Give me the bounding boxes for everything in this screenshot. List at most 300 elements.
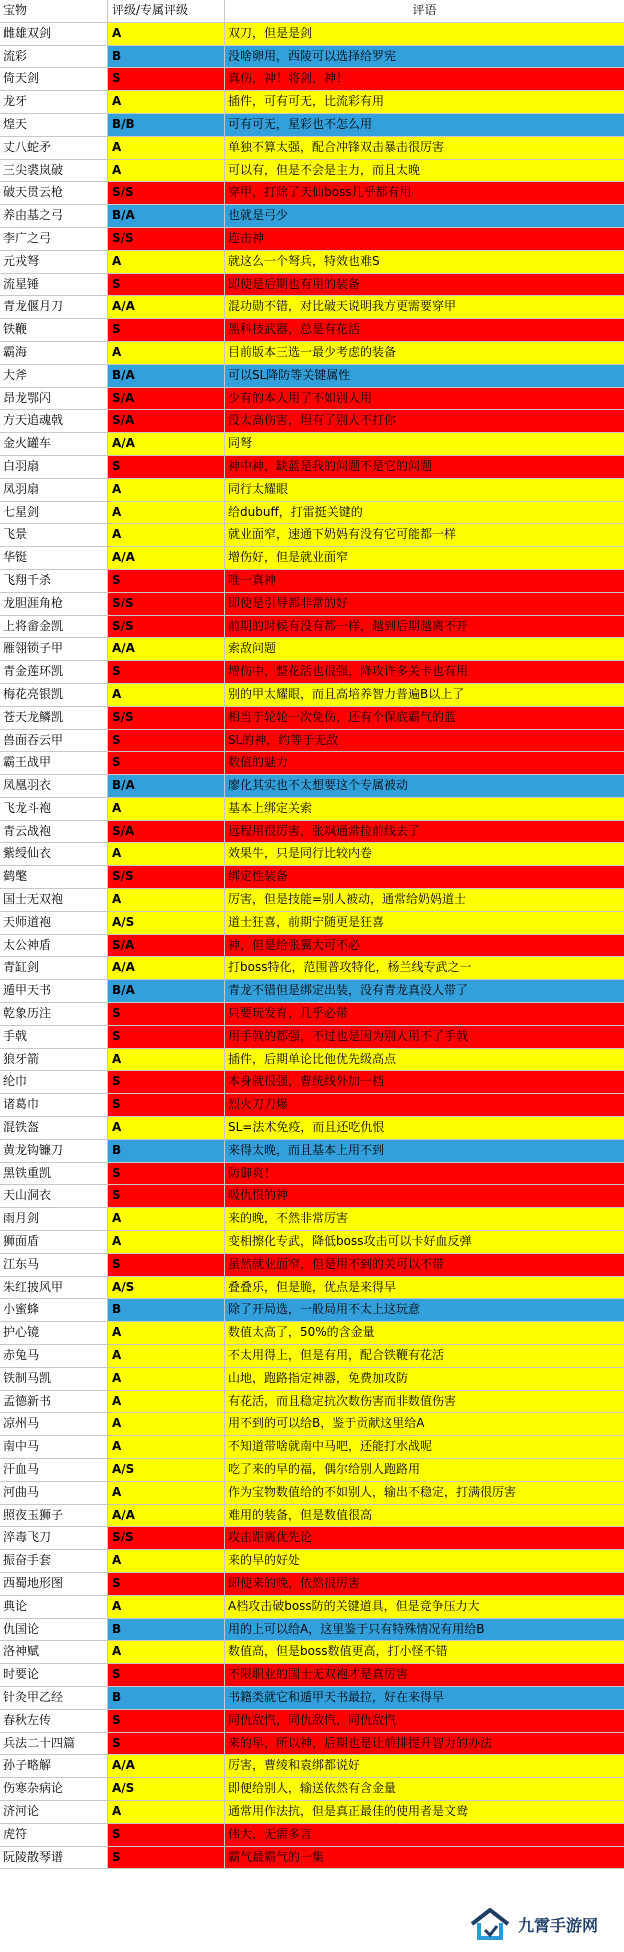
comment-cell: 增伤好，但是就业面窄	[225, 547, 624, 569]
comment-cell: 道士狂喜，前期宁随更是狂喜	[225, 912, 624, 934]
treasure-name: 虎符	[0, 1824, 108, 1846]
rating-cell: A	[108, 1413, 225, 1435]
table-row	[0, 684, 624, 707]
treasure-name: 照夜玉狮子	[0, 1505, 108, 1527]
table-row	[0, 570, 624, 593]
rating-cell: A	[108, 1208, 225, 1230]
comment-cell: 数值太高了，50%的含金量	[225, 1322, 624, 1344]
rating-cell: A	[108, 1641, 225, 1663]
comment-cell: 厉害，但是技能=别人被动，通常给奶妈道士	[225, 889, 624, 911]
rating-cell: S	[108, 456, 225, 478]
rating-cell: A	[108, 479, 225, 501]
rating-cell: S/S	[108, 866, 225, 888]
comment-cell: 黑科技武器，总是有花活	[225, 319, 624, 341]
rating-cell: A	[108, 1322, 225, 1344]
rating-cell: A	[108, 524, 225, 546]
rating-cell: A	[108, 684, 225, 706]
treasure-name: 狼牙箭	[0, 1049, 108, 1071]
treasure-name: 小蜜蜂	[0, 1299, 108, 1321]
comment-cell: 不限职业的国士无双袍才是真厉害	[225, 1664, 624, 1686]
table-row	[0, 456, 624, 479]
table-row	[0, 1596, 624, 1619]
table-row	[0, 889, 624, 912]
comment-cell: 变相擦化专武，降低boss攻击可以卡好血反弹	[225, 1231, 624, 1253]
rating-cell: S	[108, 752, 225, 774]
treasure-name: 元戎弩	[0, 251, 108, 273]
comment-cell: 唯一真神	[225, 570, 624, 592]
rating-cell: A	[108, 1801, 225, 1823]
treasure-name: 国士无双袍	[0, 889, 108, 911]
treasure-name: 南中马	[0, 1436, 108, 1458]
comment-cell: 少有的本人用了不如别人用	[225, 388, 624, 410]
table-row	[0, 593, 624, 616]
comment-cell: 可以有，但是不会是主力，而且太晚	[225, 160, 624, 182]
treasure-name: 赤兔马	[0, 1345, 108, 1367]
rating-cell: S/A	[108, 410, 225, 432]
table-row	[0, 866, 624, 889]
table-row	[0, 524, 624, 547]
rating-cell: A/A	[108, 547, 225, 569]
table-row	[0, 91, 624, 114]
table-row	[0, 205, 624, 228]
comment-cell: 用手戟的都强，不过也是因为别人用不了手戟	[225, 1026, 624, 1048]
header-comment: 评语	[412, 3, 437, 17]
rating-cell: S/A	[108, 821, 225, 843]
table-row	[0, 1117, 624, 1140]
treasure-name: 凉州马	[0, 1413, 108, 1435]
rating-cell: S/S	[108, 616, 225, 638]
table-row	[0, 547, 624, 570]
rating-cell: S	[108, 1573, 225, 1595]
rating-cell: B	[108, 1299, 225, 1321]
table-row	[0, 1254, 624, 1277]
house-logo-icon	[468, 1906, 512, 1942]
rating-cell: A	[108, 1049, 225, 1071]
treasure-name: 龙胆涯角枪	[0, 593, 108, 615]
comment-cell: 伟大，无需多言	[225, 1824, 624, 1846]
treasure-name: 飞龙斗袍	[0, 798, 108, 820]
table-row	[0, 68, 624, 91]
rating-cell: A	[108, 1391, 225, 1413]
comment-cell: 可以SL降防等关键属性	[225, 365, 624, 387]
table-row	[0, 1527, 624, 1550]
treasure-name: 丈八蛇矛	[0, 137, 108, 159]
rating-cell: S	[108, 274, 225, 296]
header-rating: 评级/专属评级	[108, 0, 225, 22]
rating-cell: A	[108, 137, 225, 159]
table-row	[0, 957, 624, 980]
rating-cell: A	[108, 1436, 225, 1458]
rating-cell: A	[108, 342, 225, 364]
treasure-name: 雁翎锁子甲	[0, 638, 108, 660]
rating-cell: A	[108, 251, 225, 273]
comment-cell: 相当于轮轮一次免伤，还有个保底霸气的蓝	[225, 707, 624, 729]
treasure-name: 霸海	[0, 342, 108, 364]
treasure-name: 霸王战甲	[0, 752, 108, 774]
table-row	[0, 502, 624, 525]
treasure-name: 龙牙	[0, 91, 108, 113]
treasure-name: 青云战袍	[0, 821, 108, 843]
table-row	[0, 46, 624, 69]
treasure-name: 仇国论	[0, 1619, 108, 1641]
comment-cell: 单独不算太强，配合冲锋双击暴击很厉害	[225, 137, 624, 159]
rating-cell: A/A	[108, 296, 225, 318]
comment-cell: 索敌问题	[225, 638, 624, 660]
table-row	[0, 1003, 624, 1026]
treasure-name: 破天贯云枪	[0, 182, 108, 204]
table-row	[0, 1140, 624, 1163]
treasure-name: 振奋手套	[0, 1550, 108, 1572]
comment-cell: 连击神	[225, 228, 624, 250]
table-row	[0, 912, 624, 935]
table-row	[0, 1710, 624, 1733]
comment-cell: 穿甲，打除了天仙boss几乎都有用	[225, 182, 624, 204]
table-row	[0, 616, 624, 639]
comment-cell: 插件，后期单论比他优先级高点	[225, 1049, 624, 1071]
comment-cell: A档攻击破boss防的关键道具，但是竞争压力大	[225, 1596, 624, 1618]
comment-cell: 神中神，缺蓝是我的问题不是它的问题	[225, 456, 624, 478]
comment-cell: 山地，跑路指定神器，免费加攻防	[225, 1368, 624, 1390]
treasure-name: 狮面盾	[0, 1231, 108, 1253]
treasure-name: 金火罐车	[0, 433, 108, 455]
rating-cell: A	[108, 1550, 225, 1572]
treasure-name: 青龙偃月刀	[0, 296, 108, 318]
comment-cell: SL的神，约等于无敌	[225, 730, 624, 752]
comment-cell: 数值的魅力	[225, 752, 624, 774]
comment-cell: 没太高伤害，坦有了别人不打你	[225, 410, 624, 432]
table-row	[0, 319, 624, 342]
rating-cell: B	[108, 1140, 225, 1162]
table-row	[0, 707, 624, 730]
table-row	[0, 1619, 624, 1642]
treasure-name: 太公神盾	[0, 935, 108, 957]
comment-cell: 就这么一个弩兵，特效也难S	[225, 251, 624, 273]
table-row	[0, 1778, 624, 1801]
rating-cell: B	[108, 1687, 225, 1709]
comment-cell: 作为宝物数值给的不如别人，输出不稳定，打满很厉害	[225, 1482, 624, 1504]
rating-cell: A	[108, 1231, 225, 1253]
rating-cell: S/A	[108, 935, 225, 957]
treasure-name: 春秋左传	[0, 1710, 108, 1732]
treasure-name: 天师道袍	[0, 912, 108, 934]
treasure-name: 梅花亮银凯	[0, 684, 108, 706]
comment-cell: 吃了来的早的福，偶尔给别人跑路用	[225, 1459, 624, 1481]
treasure-name: 方天追魂戟	[0, 410, 108, 432]
treasure-name: 济河论	[0, 1801, 108, 1823]
treasure-name: 手戟	[0, 1026, 108, 1048]
table-row	[0, 1368, 624, 1391]
comment-cell: 霸气最霸气的一集	[225, 1847, 624, 1869]
rating-cell: S	[108, 1071, 225, 1093]
treasure-name: 流星锤	[0, 274, 108, 296]
table-row	[0, 1322, 624, 1345]
treasure-name: 混铁盔	[0, 1117, 108, 1139]
comment-cell: 即使来的晚，依然很厉害	[225, 1573, 624, 1595]
rating-cell: S	[108, 570, 225, 592]
treasure-name: 铁鞭	[0, 319, 108, 341]
treasure-name: 上将畲金凯	[0, 616, 108, 638]
comment-cell: 青龙不错但是绑定出装，没有青龙真没人带了	[225, 980, 624, 1002]
comment-cell: 同行太耀眼	[225, 479, 624, 501]
treasure-name: 典论	[0, 1596, 108, 1618]
table-row	[0, 114, 624, 137]
treasure-name: 西蜀地形图	[0, 1573, 108, 1595]
table-row	[0, 388, 624, 411]
treasure-name: 伤寒杂病论	[0, 1778, 108, 1800]
treasure-name: 乾象历注	[0, 1003, 108, 1025]
table-row	[0, 1185, 624, 1208]
treasure-name: 兵法二十四篇	[0, 1733, 108, 1755]
comment-cell: 来得太晚，而且基本上用不到	[225, 1140, 624, 1162]
comment-cell: 用的上可以给A，这里鉴于只有特殊情况有用给B	[225, 1619, 624, 1641]
table-row	[0, 752, 624, 775]
comment-cell: 给dubuff，打雷挺关键的	[225, 502, 624, 524]
treasure-name: 七星剑	[0, 502, 108, 524]
comment-cell: 厉害，曹绫和袁绑都说好	[225, 1755, 624, 1777]
rating-cell: S	[108, 1710, 225, 1732]
comment-cell: 别的甲太耀眼，而且高培养智力普遍B以上了	[225, 684, 624, 706]
treasure-name: 雨月剑	[0, 1208, 108, 1230]
rating-cell: B/A	[108, 205, 225, 227]
table-row	[0, 980, 624, 1003]
comment-cell: 插件，可有可无，比流彩有用	[225, 91, 624, 113]
comment-cell: 绑定性装备	[225, 866, 624, 888]
rating-cell: S/S	[108, 1527, 225, 1549]
treasure-name: 倚天剑	[0, 68, 108, 90]
table-row	[0, 1801, 624, 1824]
rating-cell: S	[108, 1254, 225, 1276]
treasure-name: 孙子略解	[0, 1755, 108, 1777]
rating-cell: A	[108, 502, 225, 524]
watermark	[468, 1904, 618, 1944]
table-row	[0, 935, 624, 958]
table-row	[0, 1163, 624, 1186]
table-row	[0, 775, 624, 798]
table-row	[0, 821, 624, 844]
rating-cell: A/A	[108, 957, 225, 979]
table-row	[0, 638, 624, 661]
table-row	[0, 228, 624, 251]
table-row	[0, 798, 624, 821]
rating-cell: S	[108, 319, 225, 341]
rating-cell: S	[108, 730, 225, 752]
treasure-name: 河曲马	[0, 1482, 108, 1504]
rating-cell: A/A	[108, 1505, 225, 1527]
table-row	[0, 1755, 624, 1778]
comment-cell: SL=法术免疫，而且还吃仇恨	[225, 1117, 624, 1139]
rating-cell: A	[108, 160, 225, 182]
rating-cell: A	[108, 1482, 225, 1504]
table-row	[0, 1345, 624, 1368]
table-row	[0, 1573, 624, 1596]
comment-cell: 不太用得上，但是有用，配合铁鞭有花活	[225, 1345, 624, 1367]
treasure-name: 阮陵散琴谱	[0, 1847, 108, 1869]
table-row	[0, 1641, 624, 1664]
comment-cell: 即便给别人，输送依然有含金量	[225, 1778, 624, 1800]
treasure-name: 鹤氅	[0, 866, 108, 888]
table-row	[0, 1071, 624, 1094]
rating-cell: B/A	[108, 980, 225, 1002]
rating-cell: A/S	[108, 912, 225, 934]
comment-cell: 廖化其实也不太想要这个专属被动	[225, 775, 624, 797]
comment-cell: 只要玩发育，几乎必带	[225, 1003, 624, 1025]
treasure-name: 青金莲环凯	[0, 661, 108, 683]
treasure-name: 凤羽扇	[0, 479, 108, 501]
table-row	[0, 730, 624, 753]
rating-cell: B/A	[108, 365, 225, 387]
table-row	[0, 251, 624, 274]
rating-cell: B	[108, 1619, 225, 1641]
treasure-name: 华铤	[0, 547, 108, 569]
table-row	[0, 1049, 624, 1072]
table-row	[0, 843, 624, 866]
treasure-name: 紫绶仙衣	[0, 843, 108, 865]
rating-cell: A	[108, 843, 225, 865]
table-row	[0, 1413, 624, 1436]
table-row	[0, 296, 624, 319]
treasure-name: 洛神赋	[0, 1641, 108, 1663]
rating-cell: B	[108, 46, 225, 68]
table-row	[0, 1208, 624, 1231]
rating-cell: S	[108, 1733, 225, 1755]
comment-cell: 双刀，但是是剑	[225, 23, 624, 45]
comment-cell: 增伤中，整花活也很强，降攻许多关卡也有用	[225, 661, 624, 683]
comment-cell: 通常用作法抗，但是真正最佳的使用者是文鸯	[225, 1801, 624, 1823]
comment-cell: 远程用很厉害，张飒通常拉前线去了	[225, 821, 624, 843]
table-row	[0, 1687, 624, 1710]
table-row	[0, 1436, 624, 1459]
treasure-name: 诸葛巾	[0, 1094, 108, 1116]
rating-cell: S	[108, 1094, 225, 1116]
treasure-name: 江东马	[0, 1254, 108, 1276]
comment-cell: 防御爽！	[225, 1163, 624, 1185]
rating-cell: A	[108, 798, 225, 820]
comment-cell: 神，但是给张翼大可不必	[225, 935, 624, 957]
table-row	[0, 433, 624, 456]
treasure-name: 青缸剑	[0, 957, 108, 979]
treasure-name: 黄龙钩镰刀	[0, 1140, 108, 1162]
table-row	[0, 1277, 624, 1300]
table-row	[0, 23, 624, 46]
comment-cell: 没啥卵用，西陵可以选择给罗宪	[225, 46, 624, 68]
comment-cell: 吸仇恨的神	[225, 1185, 624, 1207]
rating-cell: S	[108, 1003, 225, 1025]
comment-cell: 前期的时候有没有都一样，越到后期越离不开	[225, 616, 624, 638]
rating-cell: S/S	[108, 228, 225, 250]
comment-cell: 烈火刀刀爆	[225, 1094, 624, 1116]
table-row	[0, 1824, 624, 1847]
table-row	[0, 1505, 624, 1528]
comment-cell: 同弩	[225, 433, 624, 455]
treasure-name: 昂龙鄂闪	[0, 388, 108, 410]
comment-cell: 打boss特化，范围普攻特化，杨兰线专武之一	[225, 957, 624, 979]
treasure-name: 雌雄双剑	[0, 23, 108, 45]
comment-cell: 效果牛，只是同行比较内卷	[225, 843, 624, 865]
rating-cell: A/A	[108, 638, 225, 660]
comment-cell: 可有可无，星彩也不怎么用	[225, 114, 624, 136]
treasure-name: 凤凰羽衣	[0, 775, 108, 797]
table-row	[0, 1026, 624, 1049]
comment-cell: 基本上绑定关索	[225, 798, 624, 820]
table-row	[0, 365, 624, 388]
table-row	[0, 479, 624, 502]
treasure-name: 大斧	[0, 365, 108, 387]
treasure-name: 针灸甲乙经	[0, 1687, 108, 1709]
rating-cell: A	[108, 1596, 225, 1618]
rating-cell: A	[108, 1368, 225, 1390]
comment-cell: 叠叠乐，但是脆，优点是来得早	[225, 1277, 624, 1299]
treasure-name: 汗血马	[0, 1459, 108, 1481]
treasure-name: 流彩	[0, 46, 108, 68]
treasure-name: 淬毒飞刀	[0, 1527, 108, 1549]
rating-cell: S	[108, 1163, 225, 1185]
treasure-name: 遁甲天书	[0, 980, 108, 1002]
rating-cell: A	[108, 1345, 225, 1367]
table-row	[0, 137, 624, 160]
rating-cell: A/S	[108, 1459, 225, 1481]
comment-cell: 也就是弓少	[225, 205, 624, 227]
rating-cell: A/S	[108, 1778, 225, 1800]
rating-cell: A	[108, 23, 225, 45]
table-row	[0, 1231, 624, 1254]
rating-cell: S	[108, 1824, 225, 1846]
comment-cell: 目前版本三选一最少考虑的装备	[225, 342, 624, 364]
rating-cell: S	[108, 661, 225, 683]
rating-cell: A/S	[108, 1277, 225, 1299]
table-row	[0, 1847, 624, 1870]
header-name: 宝物	[0, 0, 108, 22]
rating-cell: A/A	[108, 433, 225, 455]
treasure-name: 李广之弓	[0, 228, 108, 250]
rating-cell: A	[108, 91, 225, 113]
treasure-name: 兽面吞云甲	[0, 730, 108, 752]
rating-cell: S	[108, 1664, 225, 1686]
comment-cell: 攻击距离优先论	[225, 1527, 624, 1549]
comment-cell: 混功勋不错，对比破天说明我方更需要穿甲	[225, 296, 624, 318]
treasure-name: 黑铁重凯	[0, 1163, 108, 1185]
rating-cell: B/B	[108, 114, 225, 136]
comment-cell: 即使是引导都非常的好	[225, 593, 624, 615]
comment-cell: 有花活，而且稳定抗次数伤害而非数值伤害	[225, 1391, 624, 1413]
treasure-name: 苍天龙鳞凯	[0, 707, 108, 729]
rating-cell: B/A	[108, 775, 225, 797]
comment-cell: 虽然就业面窄，但是用不到的关可以不带	[225, 1254, 624, 1276]
rating-cell: S/A	[108, 388, 225, 410]
treasure-name: 朱红披风甲	[0, 1277, 108, 1299]
rating-cell: S	[108, 1026, 225, 1048]
table-row	[0, 1094, 624, 1117]
treasure-name: 纶巾	[0, 1071, 108, 1093]
table-row	[0, 1733, 624, 1756]
treasure-name: 飞翔千杀	[0, 570, 108, 592]
rating-cell: A/A	[108, 1755, 225, 1777]
comment-cell: 来的晚，不然非常厉害	[225, 1208, 624, 1230]
treasure-name: 孟德新书	[0, 1391, 108, 1413]
comment-cell: 来的早的好处	[225, 1550, 624, 1572]
rating-cell: S/S	[108, 707, 225, 729]
rating-cell: A	[108, 1117, 225, 1139]
comment-cell: 数值高，但是boss数值更高，打小怪不错	[225, 1641, 624, 1663]
table-row	[0, 182, 624, 205]
treasure-name: 三尖裘岚破	[0, 160, 108, 182]
comment-cell: 本身就很强，曹统线外加一档	[225, 1071, 624, 1093]
comment-cell: 即使是后期也有用的装备	[225, 274, 624, 296]
table-row	[0, 661, 624, 684]
table-row	[0, 1391, 624, 1414]
rating-cell: S	[108, 1847, 225, 1869]
treasure-name: 天山洞衣	[0, 1185, 108, 1207]
table-row	[0, 160, 624, 183]
